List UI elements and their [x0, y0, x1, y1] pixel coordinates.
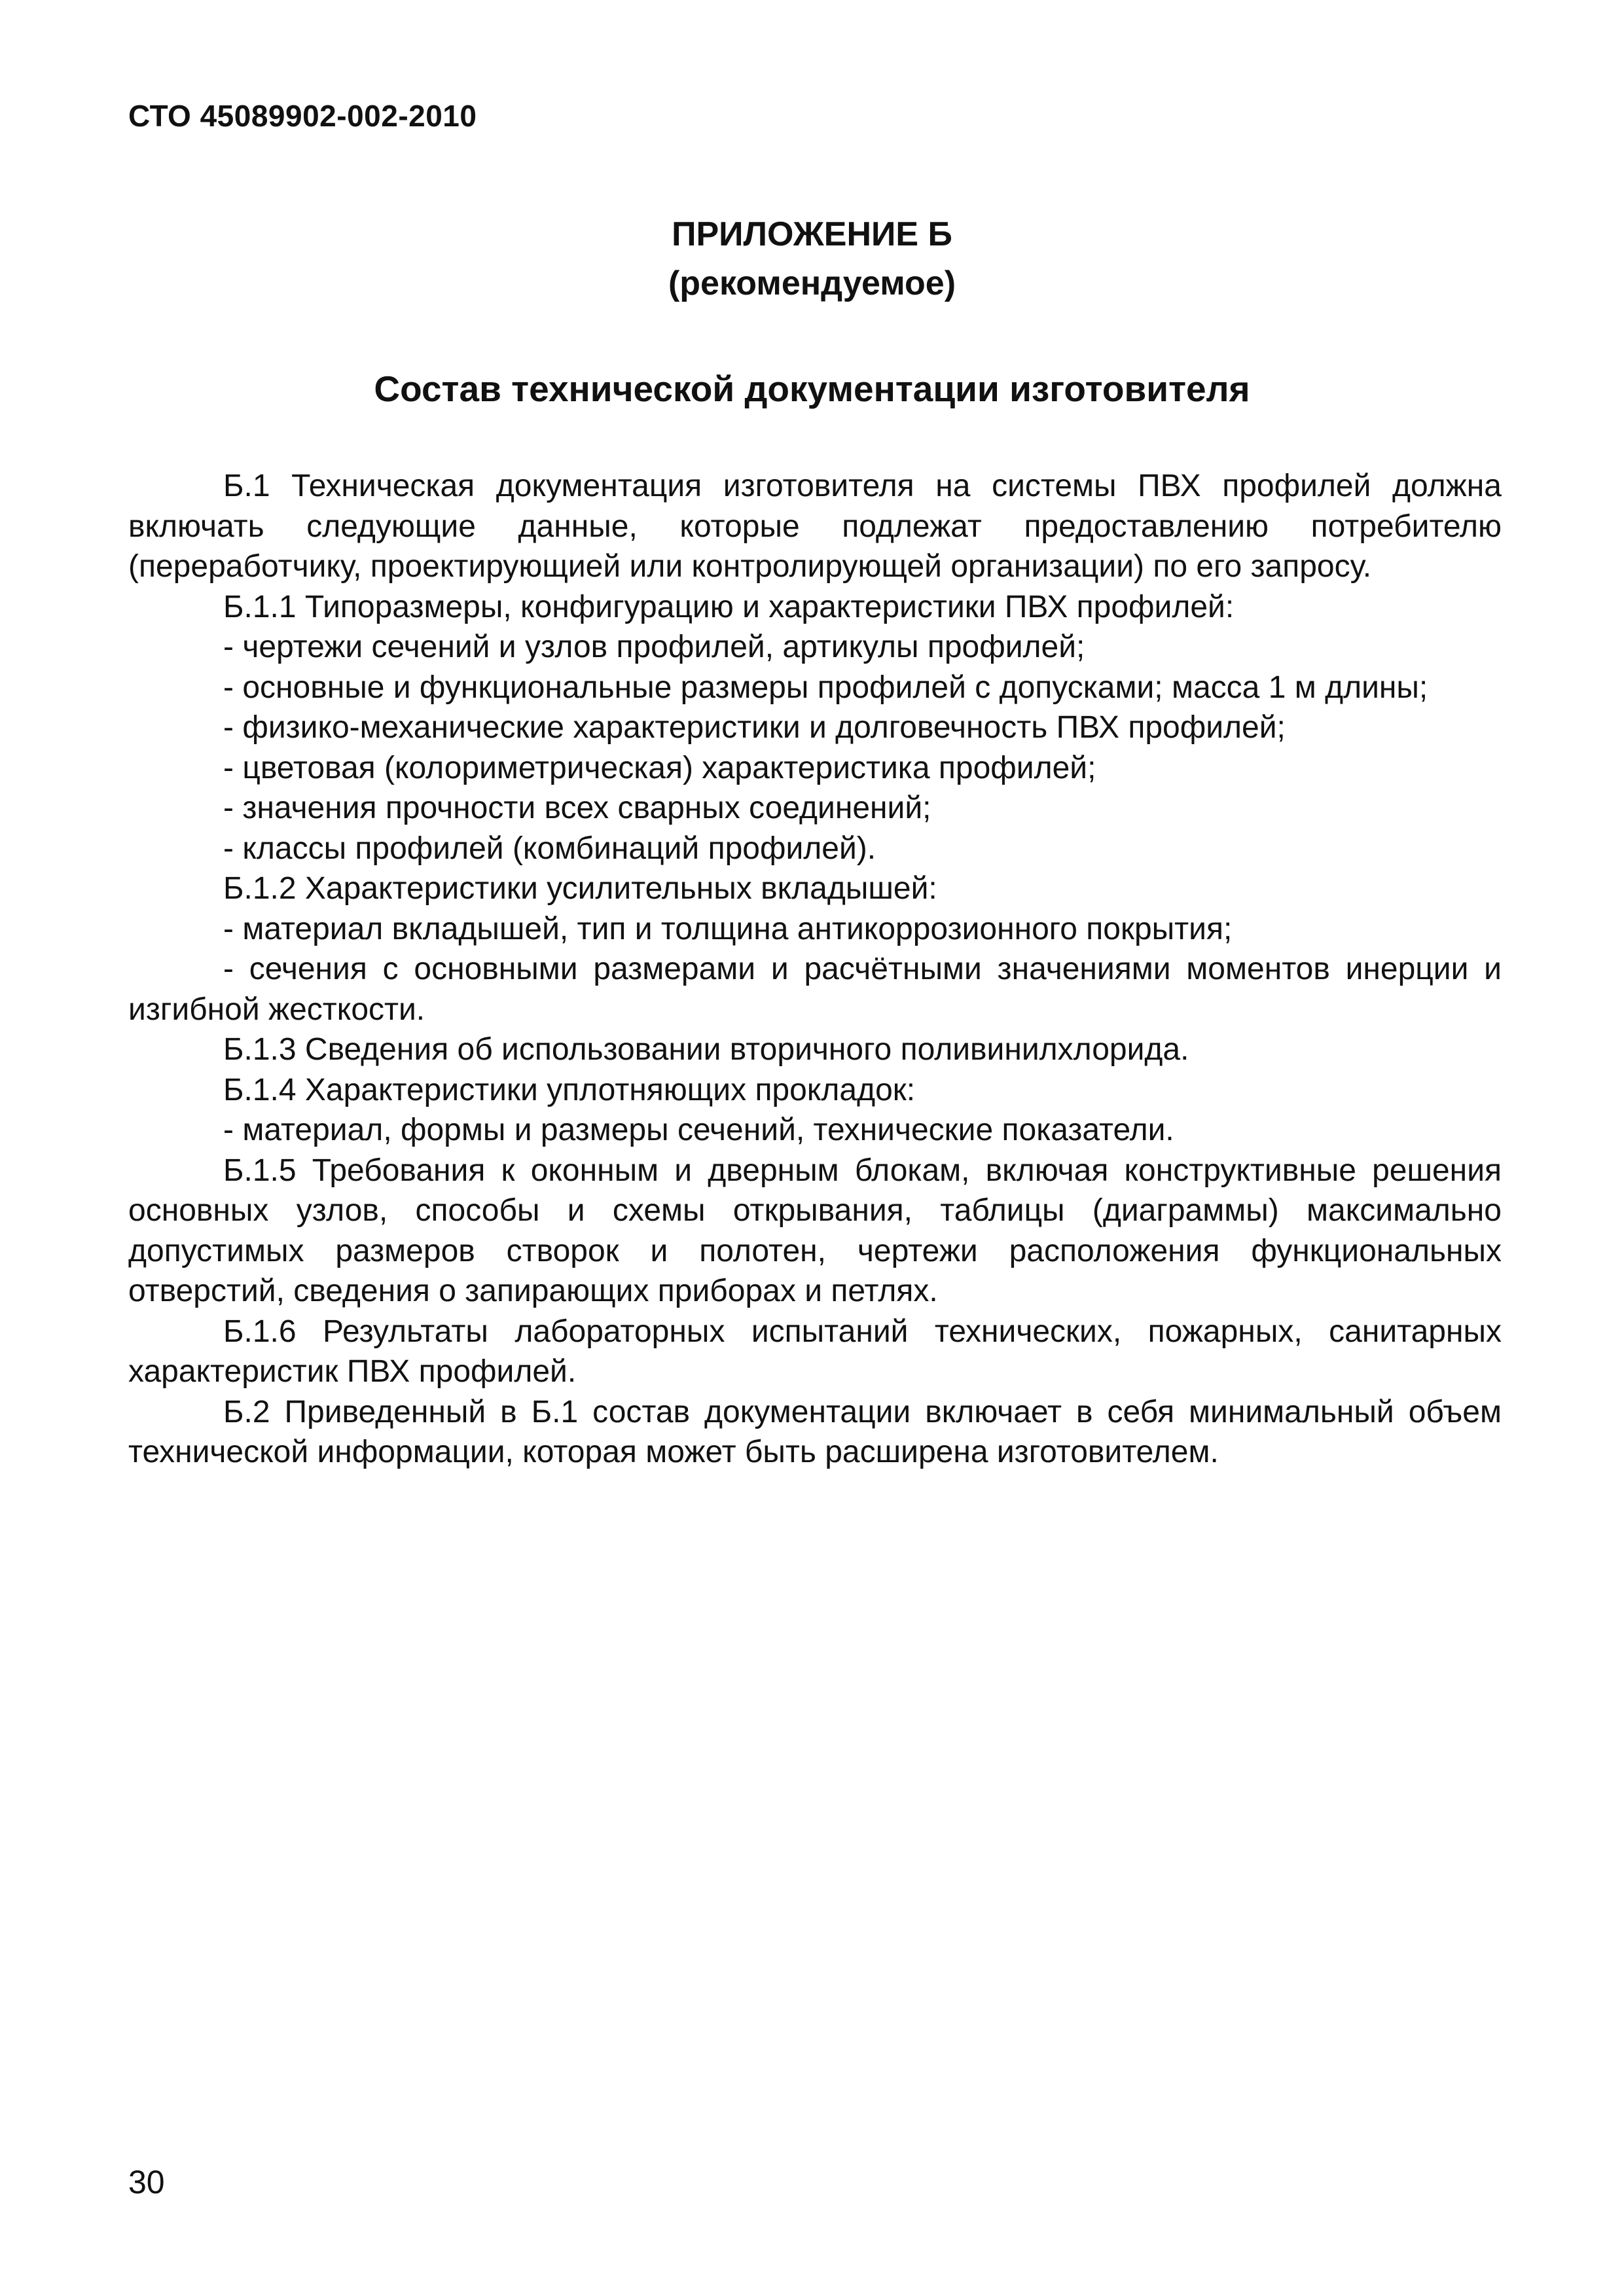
- paragraph-b1-5: Б.1.5 Требования к оконным и дверным блокам, включая конструктивные решения основных узлов, способы и схемы открывания, таблицы (диаграммы) максимально допустимых размеров створок и полотен, чертежи расположения функциональных отверстий, сведения о запирающих приборах и петлях.: [128, 1153, 1502, 1308]
- paragraph-b1-2: Б.1.2 Характеристики усилительных вкладышей:: [223, 871, 937, 906]
- paragraph-b1-6: Б.1.6 Результаты лабораторных испытаний технических, пожарных, санитарных характеристик ПВХ профилей.: [128, 1314, 1502, 1389]
- list-item: - значения прочности всех сварных соединений;: [223, 791, 931, 825]
- document-code: СТО 45089902-002-2010: [128, 99, 477, 133]
- paragraph-b2: Б.2 Приведенный в Б.1 состав документации включает в себя минимальный объем технической информации, которая может быть расширена изготовителем.: [128, 1394, 1502, 1469]
- list-item: - материал, формы и размеры сечений, технические показатели.: [223, 1113, 1174, 1147]
- list-item: - цветовая (колориметрическая) характеристика профилей;: [223, 750, 1096, 785]
- list-item: - классы профилей (комбинаций профилей).: [223, 831, 876, 866]
- appendix-title: ПРИЛОЖЕНИЕ Б: [672, 215, 952, 253]
- paragraph-b1: Б.1 Техническая документация изготовителя на системы ПВХ профилей должна включать следующие данные, которые подлежат предоставлению потребителю (переработчику, проектирующией или контролирующей организации) по его запросу.: [128, 469, 1502, 584]
- list-item: - основные и функциональные размеры профилей с допусками; масса 1 м длины;: [223, 670, 1428, 705]
- document-body: [128, 466, 1502, 1473]
- paragraph-b1-3: Б.1.3 Сведения об использовании вторичного поливинилхлорида.: [223, 1032, 1189, 1067]
- paragraph-b1-4: Б.1.4 Характеристики уплотняющих прокладок:: [223, 1072, 916, 1107]
- list-item: - физико-механические характеристики и долговечность ПВХ профилей;: [223, 710, 1286, 745]
- appendix-status: (рекомендуемое): [668, 264, 956, 302]
- page-number: 30: [128, 2164, 165, 2200]
- paragraph-b1-1: Б.1.1 Типоразмеры, конфигурацию и характеристики ПВХ профилей:: [223, 589, 1235, 624]
- list-item: - сечения с основными размерами и расчётными значениями моментов инерции и изгибной жесткости.: [128, 952, 1502, 1027]
- list-item: - чертежи сечений и узлов профилей, артикулы профилей;: [223, 630, 1085, 664]
- list-item: - материал вкладышей, тип и толщина антикоррозионного покрытия;: [223, 911, 1233, 946]
- section-heading: Состав технической документации изготовителя: [374, 368, 1250, 409]
